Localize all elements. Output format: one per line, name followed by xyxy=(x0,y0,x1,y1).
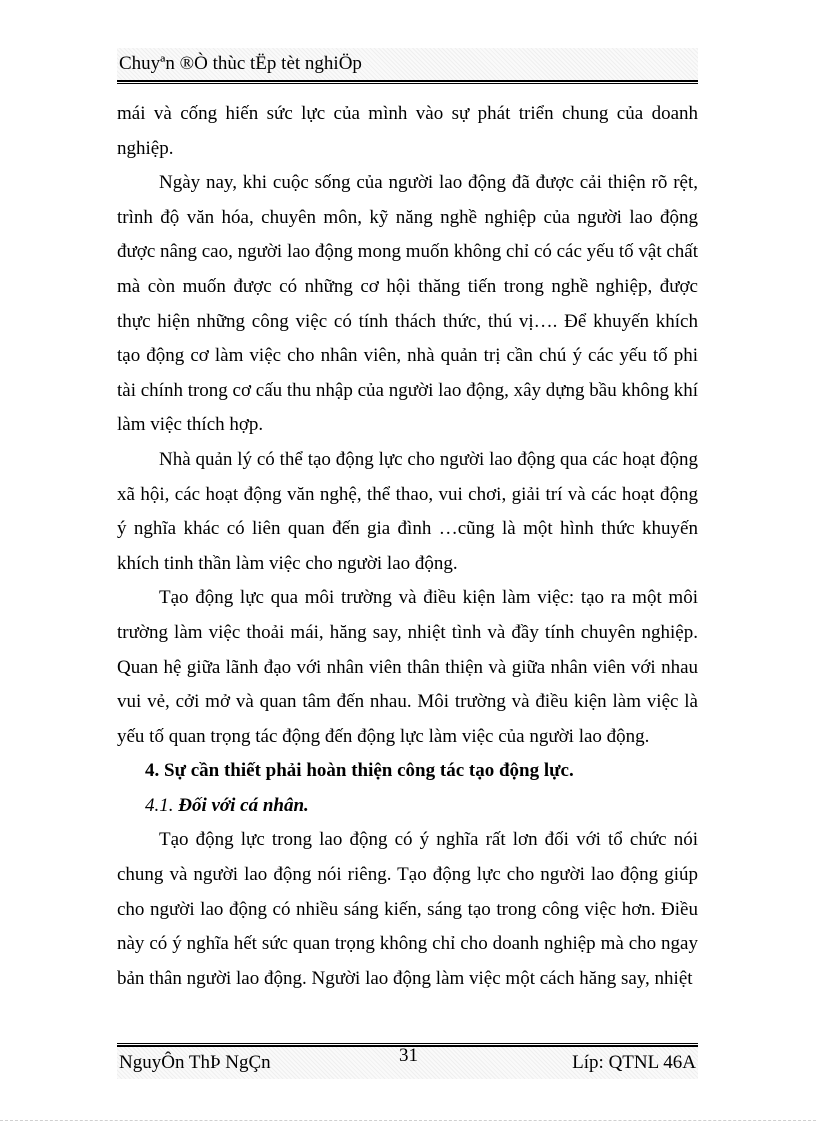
subsection-number: 4.1. xyxy=(145,794,179,816)
paragraph: mái và cống hiến sức lực của mình vào sự phát triển chung của doanh nghiệp. xyxy=(117,103,698,159)
paragraph: Tạo động lực qua môi trường và điều kiện làm việc: tạo ra một môi trường làm việc thoải mái, hăng say, nhiệt tình và đầy tính chuyên nghiệp. Quan hệ giữa lãnh đạo với nhân viên thân thiện và giữa nhân viên với nhau vui vẻ, cởi mở và quan tâm đến nhau. Môi trường và điều kiện làm việc là yếu tố quan trọng tác động đến động lực làm việc của người lao động. xyxy=(117,587,698,747)
header-rule xyxy=(117,80,698,84)
page-break-line xyxy=(0,1120,816,1121)
section-heading: 4. Sự cần thiết phải hoàn thiện công tác tạo động lực. xyxy=(145,760,574,782)
page-footer xyxy=(117,1047,698,1079)
page-header xyxy=(117,48,698,80)
body-text xyxy=(117,97,698,996)
page-number: 31 xyxy=(399,1045,418,1066)
paragraph: Ngày nay, khi cuộc sống của người lao động đã được cải thiện rõ rệt, trình độ văn hóa, chuyên môn, kỹ năng nghề nghiệp của người lao động được nâng cao, người lao động mong muốn không chỉ có các yếu tố vật chất mà còn muốn được có những cơ hội thăng tiến trong nghề nghiệp, được thực hiện những công việc có tính thách thức, thú vị…. Để khuyến khích tạo động cơ làm việc cho nhân viên, nhà quản trị cần chú ý các yếu tố phi tài chính trong cơ cấu thu nhập của người lao động, xây dựng bầu không khí làm việc thích hợp. xyxy=(117,172,699,436)
header-title: Chuyªn ®Ò thùc tËp tèt nghiÖp xyxy=(119,53,362,74)
footer-author: NguyÔn ThÞ NgÇn xyxy=(119,1052,271,1073)
paragraph: Nhà quản lý có thể tạo động lực cho người lao động qua các hoạt động xã hội, các hoạt động văn nghệ, thể thao, vui chơi, giải trí và các hoạt động ý nghĩa khác có liên quan đến gia đình …cũng là một hình thức khuyến khích tinh thần làm việc cho người lao động. xyxy=(117,448,698,574)
subsection-title: Đối với cá nhân. xyxy=(178,794,309,816)
subsection-heading xyxy=(117,789,698,824)
paragraph: Tạo động lực trong lao động có ý nghĩa rất lơn đối với tổ chức nói chung và người lao động nói riêng. Tạo động lực cho người lao động giúp cho người lao động có nhiều sáng kiến, sáng tạo trong công việc hơn. Điều này có ý nghĩa hết sức quan trọng không chỉ cho doanh nghiệp mà cho ngay bản thân người lao động. Người lao động làm việc một cách hăng say, nhiệt xyxy=(117,829,698,989)
footer-class: Líp: QTNL 46A xyxy=(572,1052,696,1073)
